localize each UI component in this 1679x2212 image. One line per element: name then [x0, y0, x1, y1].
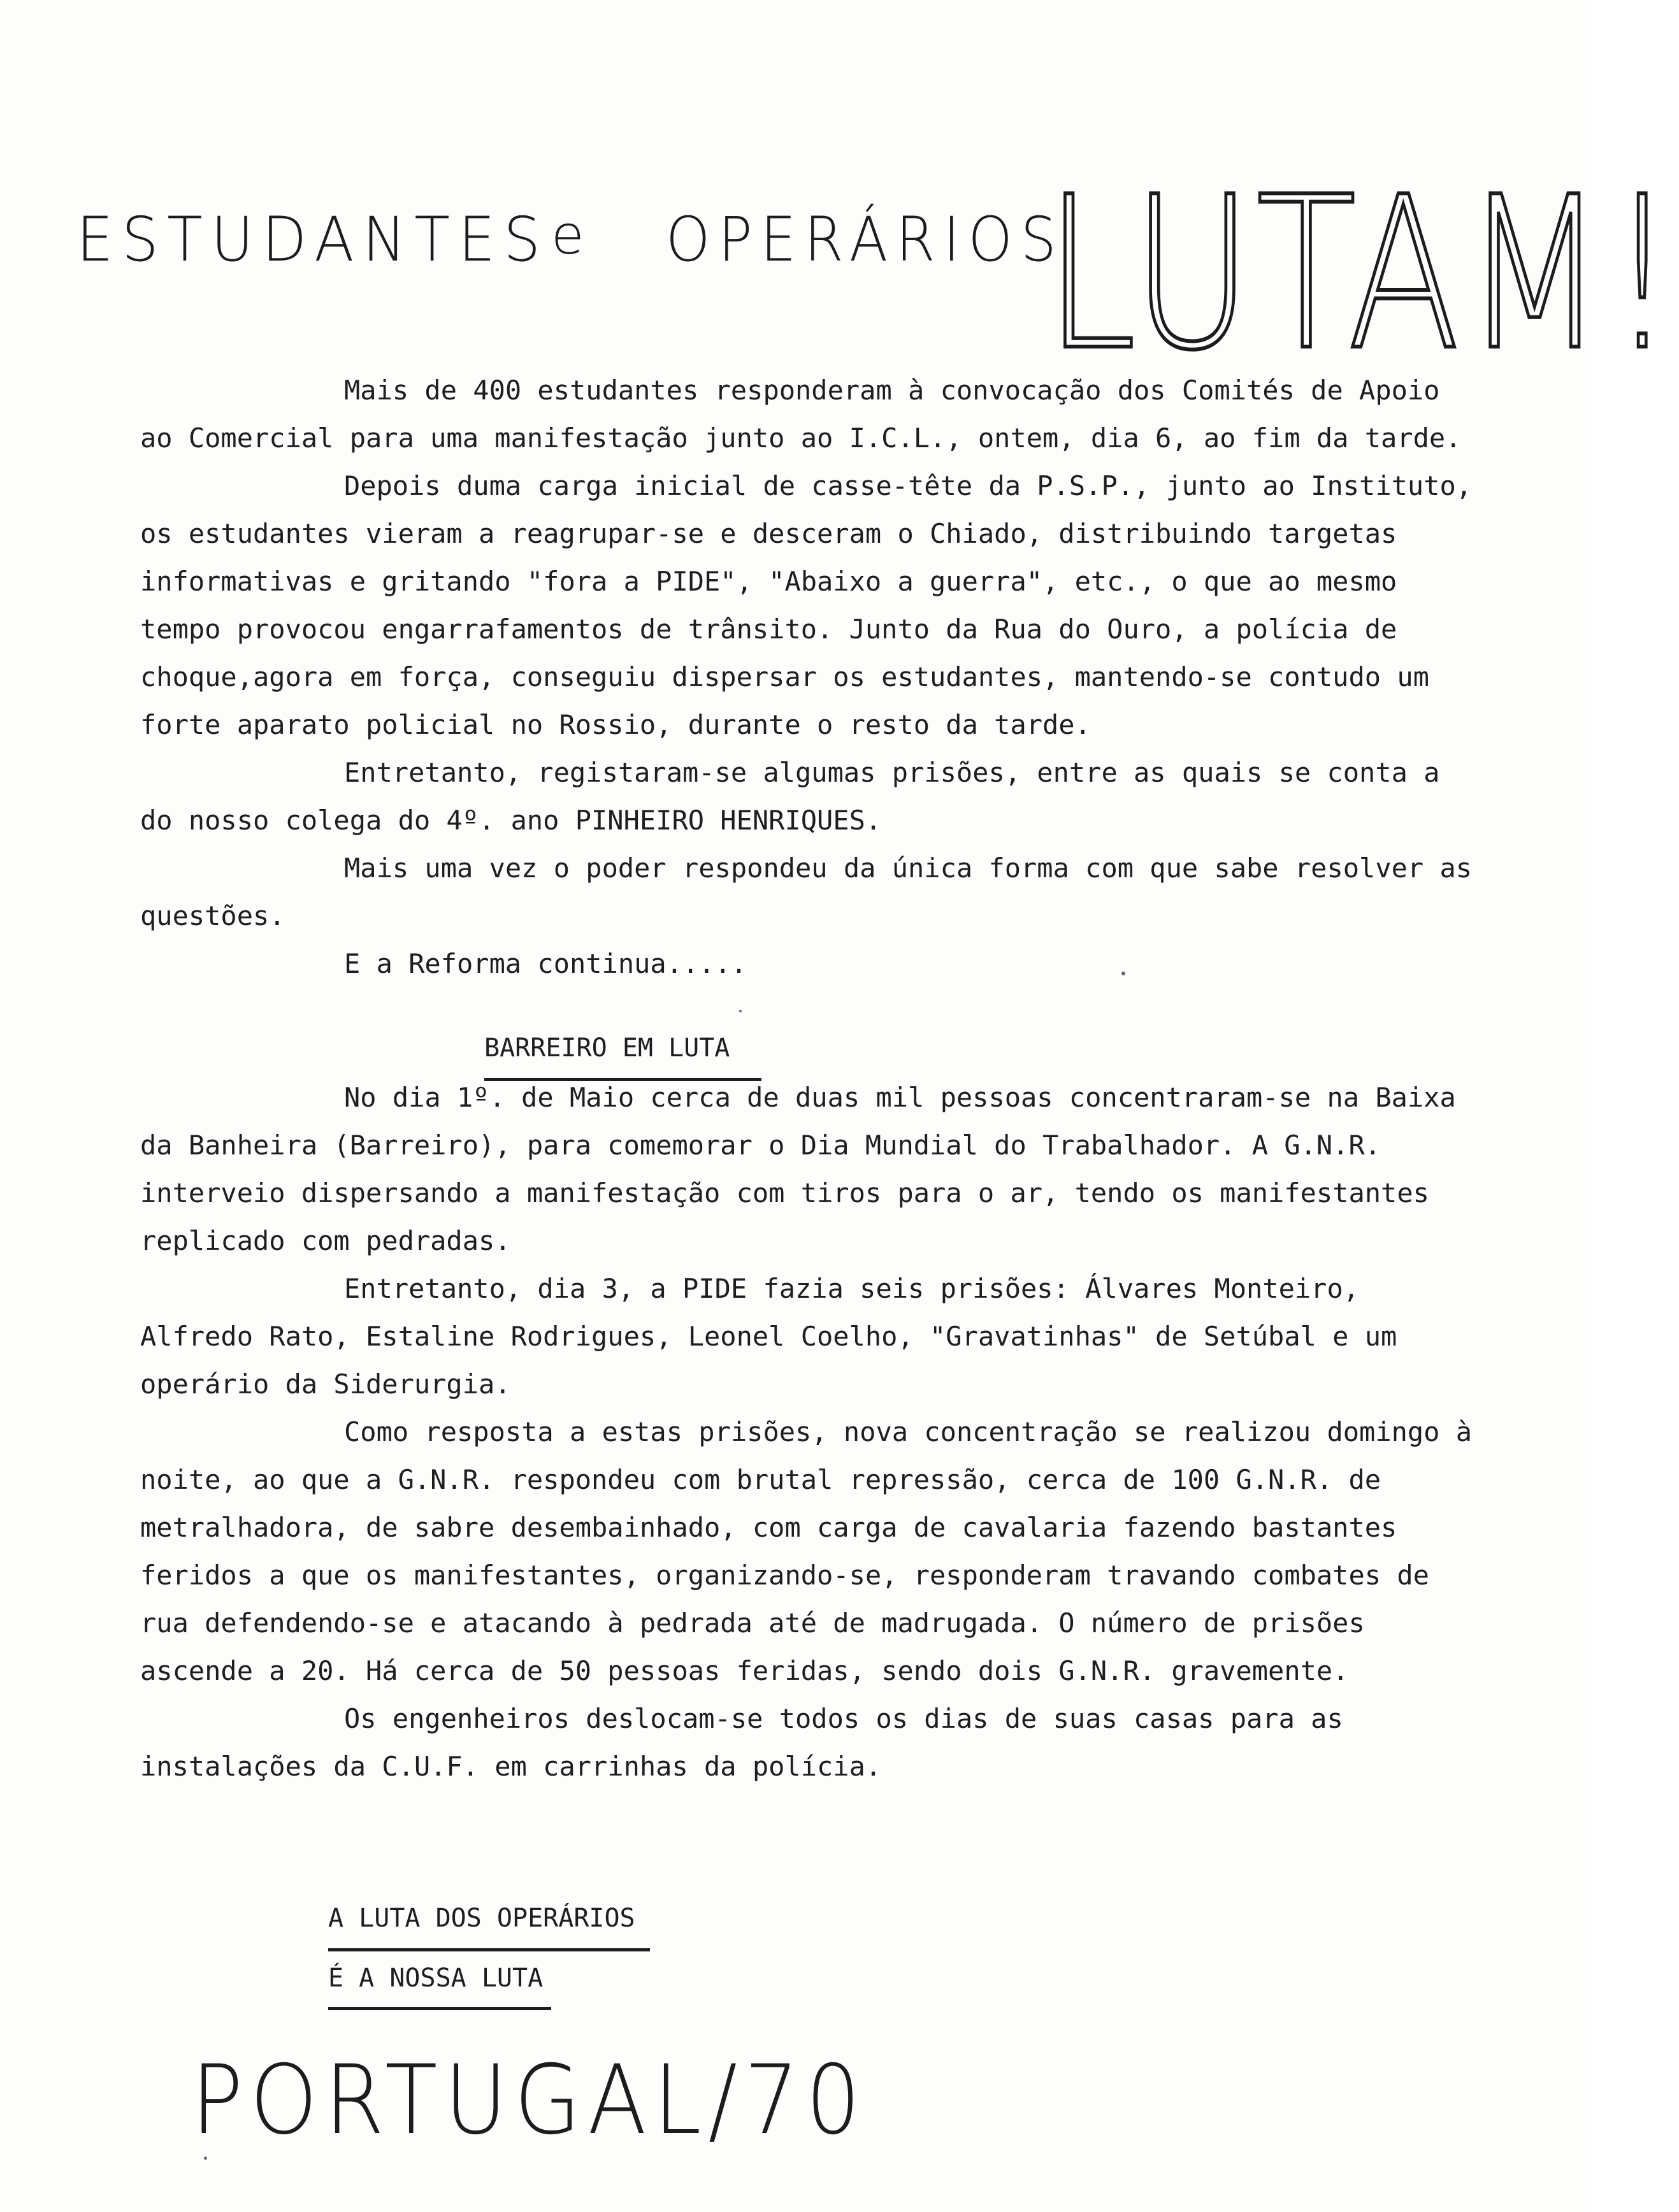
- closing-line-1: A LUTA DOS OPERÁRIOS: [328, 1904, 635, 1933]
- scan-speck: [204, 2157, 207, 2160]
- article2-paragraph: Entretanto, dia 3, a PIDE fazia seis prisões: Álvares Monteiro, Alfredo Rato, Estaline Rodrigues, Leonel Coelho, "Gravatinhas" de Setúbal e um operário da Siderurgia.: [140, 1273, 1397, 1400]
- title-underline: [484, 1078, 761, 1081]
- headline-lutam: LUTAM!: [1045, 152, 1679, 396]
- section-gap: [140, 988, 1478, 1074]
- header-line: [76, 191, 1065, 293]
- closing-line-2: É A NOSSA LUTA: [328, 1964, 544, 1993]
- header-word-e: e: [551, 204, 593, 266]
- section-title-barreiro: BARREIRO EM LUTA: [484, 1033, 730, 1063]
- article1-paragraph: Mais uma vez o poder respondeu da única forma com que sabe resolver as questões.: [140, 852, 1473, 931]
- header-word-operarios: OPERÁRIOS: [666, 204, 1065, 275]
- article1-paragraph: Entretanto, registaram-se algumas prisões, entre as quais se conta a do nosso colega do 4º. ano PINHEIRO HENRIQUES.: [140, 757, 1440, 836]
- handwritten-note: PORTUGAL/70: [191, 2045, 868, 2156]
- closing-underline-1: [328, 1948, 650, 1951]
- article2-paragraph: No dia 1º. de Maio cerca de duas mil pessoas concentraram-se na Baixa da Banheira (Barreiro), para comemorar o Dia Mundial do Trabalhador. A G.N.R. interveio dispersando a manifestação com tiros para o ar, tendo os manifestantes replicado com pedradas.: [140, 1082, 1456, 1256]
- article2-paragraph: Como resposta a estas prisões, nova concentração se realizou domingo à noite, ao que a G.N.R. respondeu com brutal repressão, cerca de 100 G.N.R. de metralhadora, de sabre desembainhado, com carga de cavalaria fazendo bastantes feridos a que os manifestantes, organizando-se, responderam travando combates de rua defendendo-se e atacando à pedrada até de madrugada. O número de prisões ascende a 20. Há cerca de 50 pessoas feridas, sendo dois G.N.R. gravemente.: [140, 1416, 1473, 1686]
- article-body: [140, 366, 1478, 1790]
- scan-speck: [1121, 972, 1125, 975]
- article1-paragraph: Depois duma carga inicial de casse-tête da P.S.P., junto ao Instituto, os estudantes vieram a reagrupar-se e desceram o Chiado, distribuindo targetas informativas e gritando "fora a PIDE", "Abaixo a guerra", etc., o que ao mesmo tempo provocou engarrafamentos de trânsito. Junto da Rua do Ouro, a polícia de choque,agora em força, conseguiu dispersar os estudantes, mantendo-se contudo um forte aparato policial no Rossio, durante o resto da tarde.: [140, 470, 1473, 740]
- scan-speck: [739, 1010, 742, 1012]
- article1-paragraph: E a Reforma continua.....: [344, 948, 747, 979]
- closing-underline-2: [328, 2007, 551, 2010]
- article2-paragraph: Os engenheiros deslocam-se todos os dias de suas casas para as instalações da C.U.F. em carrinhas da polícia.: [140, 1703, 1343, 1782]
- article1-paragraph: Mais de 400 estudantes responderam à convocação dos Comités de Apoio ao Comercial para uma manifestação junto ao I.C.L., ontem, dia 6, ao fim da tarde.: [140, 375, 1462, 454]
- header-word-estudantes: ESTUDANTES: [76, 204, 549, 275]
